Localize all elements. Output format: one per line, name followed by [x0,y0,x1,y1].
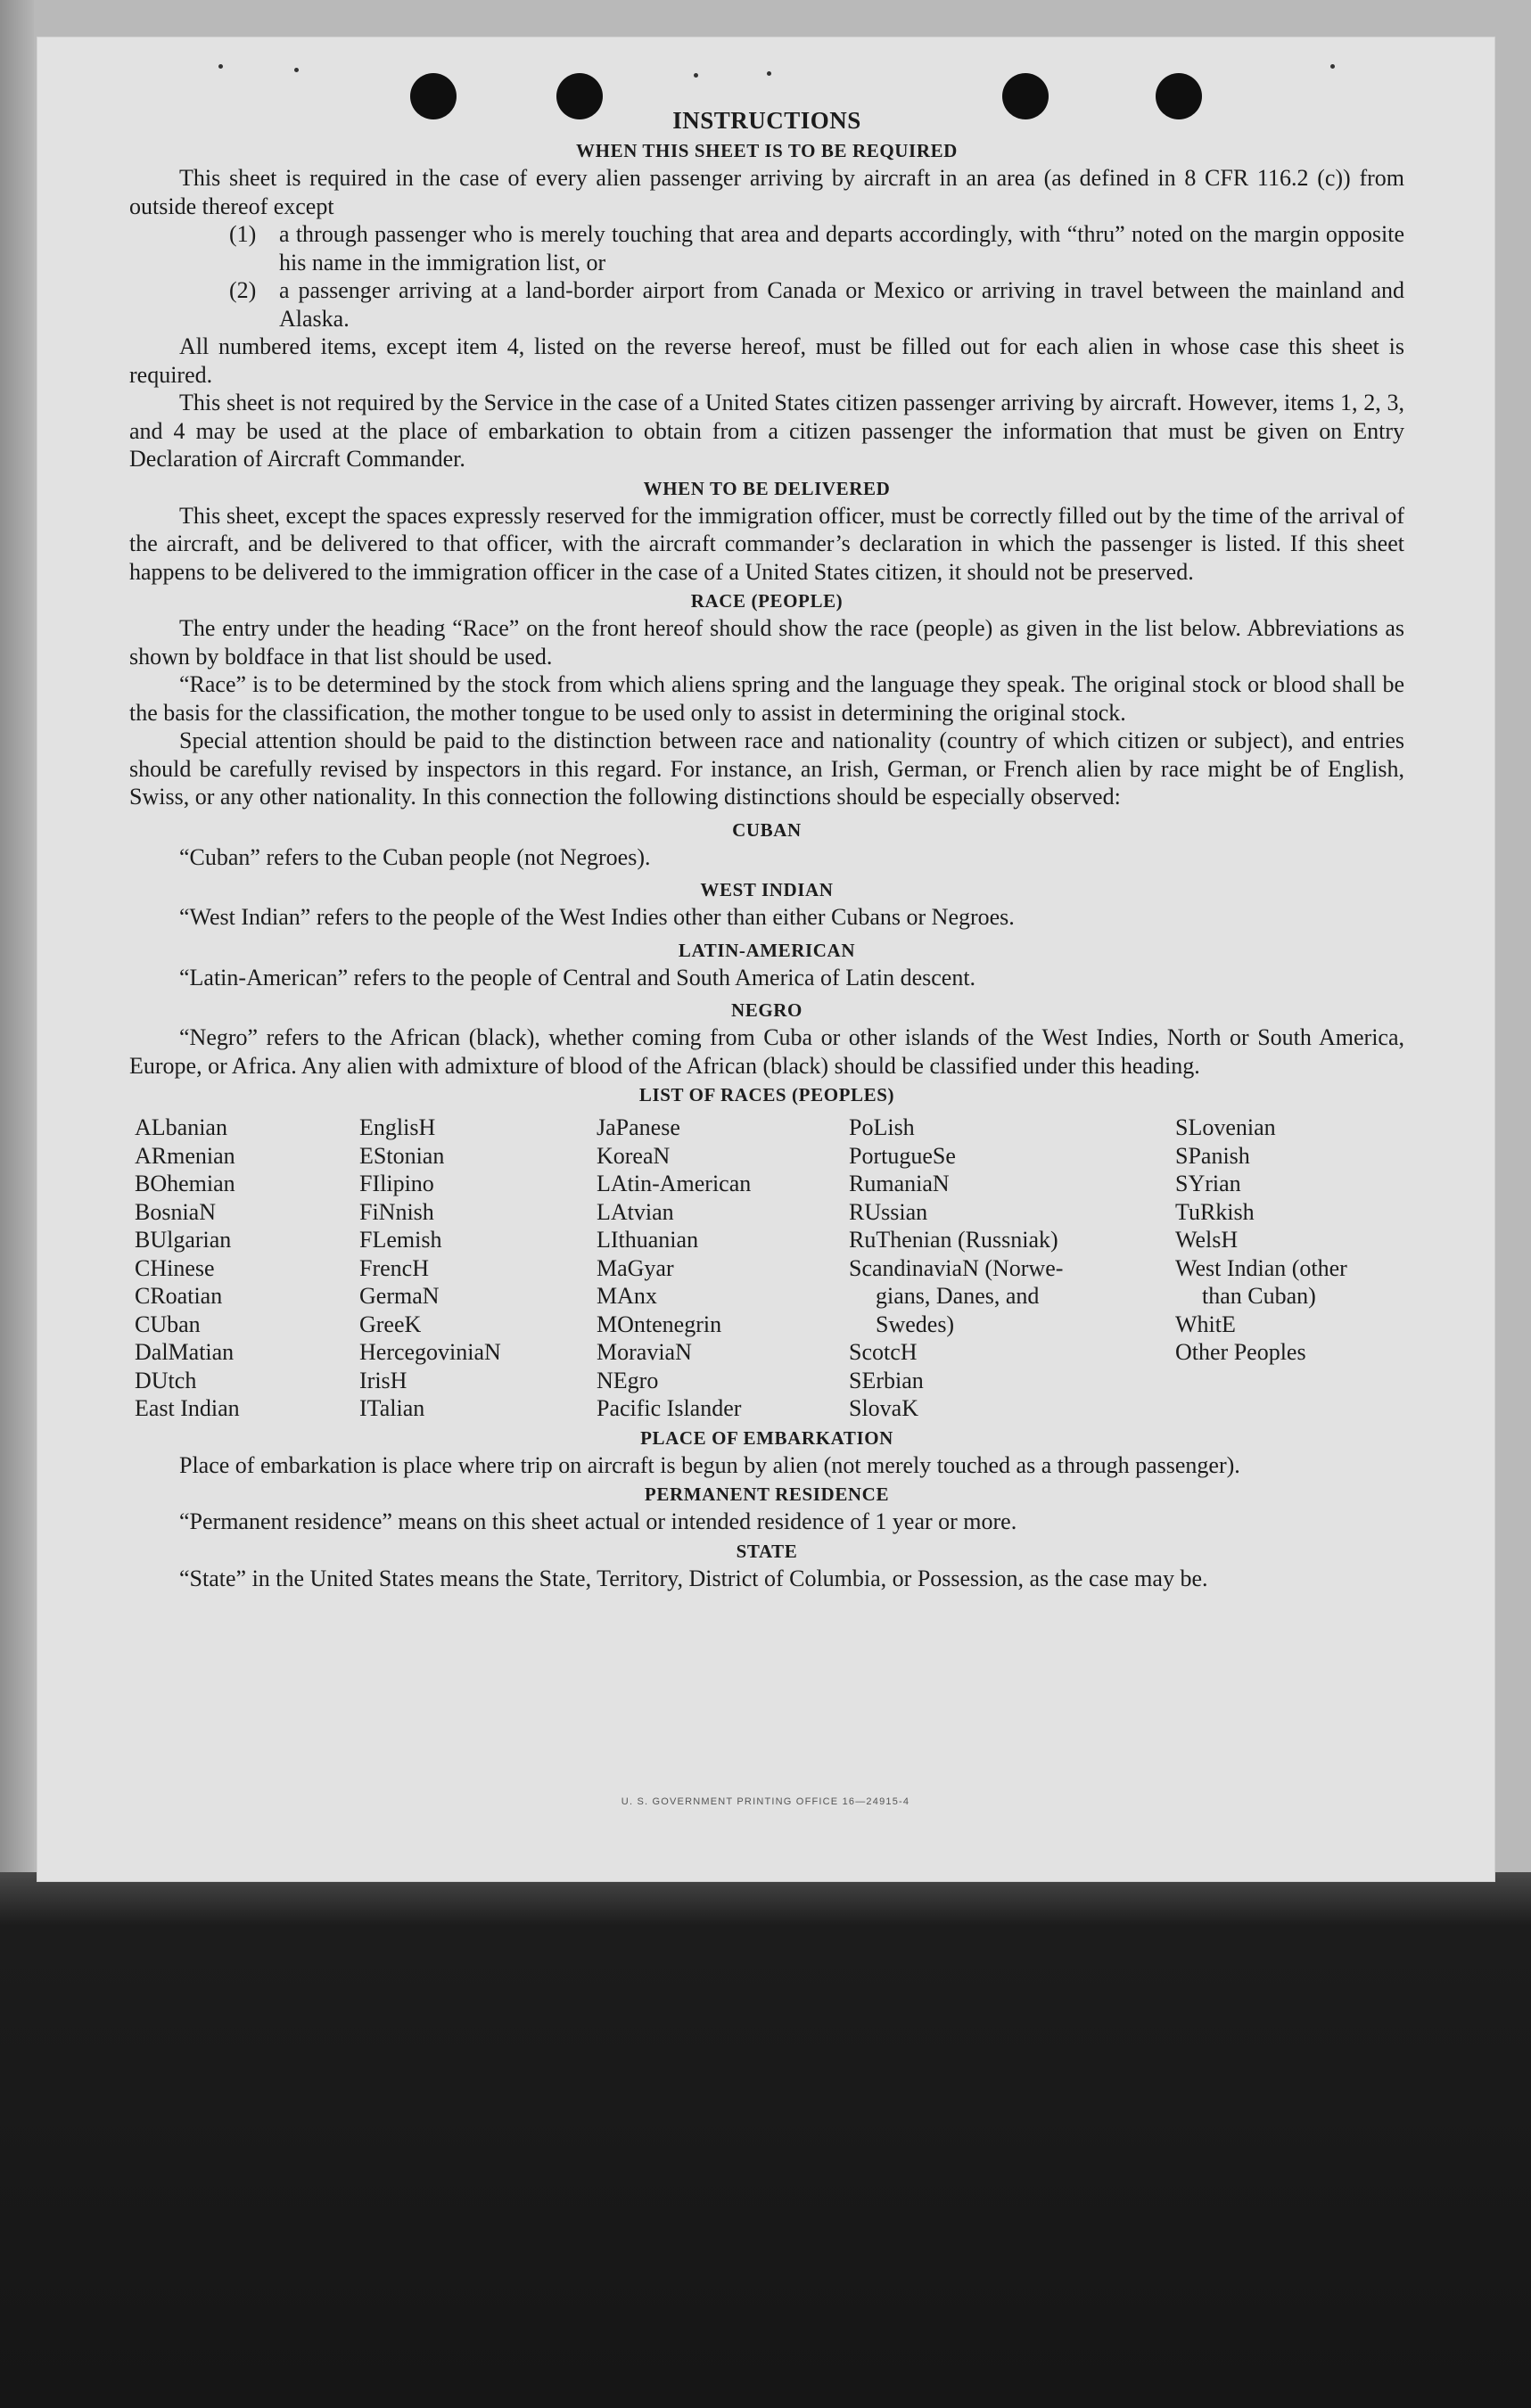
section-heading-cuban: CUBAN [732,818,802,841]
paragraph: This sheet is not required by the Service in the case of a United States citizen passenger arriving by aircraft. However, items 1, 2, 3, and 4 may be used at the place of embarkation to obtain from a citizen passenger the information that must be given on Entry Declaration of Aircraft Commander. [129,390,1404,472]
speck [767,71,771,76]
race-column [135,1114,359,1423]
paragraph: “Race” is to be determined by the stock from which aliens spring and the language they speak. The original stock or blood shall be the basis for the classification, the mother tongue to be used only to assist in determining the original stock. [129,671,1404,726]
speck [1330,64,1335,69]
race-entry: PoLish [849,1114,915,1140]
race-entry: HercegoviniaN [359,1339,501,1365]
race-entry: IrisH [359,1367,407,1393]
race-entry: NEgro [597,1367,659,1393]
race-entry: ITalian [359,1395,425,1421]
item-text: a passenger arriving at a land-border airport from Canada or Mexico or arriving in travel between the mainland and Alaska. [279,277,1404,332]
paragraph: The entry under the heading “Race” on the front hereof should show the race (people) as given in the list below. Abbreviations as shown by boldface in that list should be used. [129,615,1404,670]
race-entry: EStonian [359,1142,445,1169]
paragraph: All numbered items, except item 4, listed on the reverse hereof, must be filled out for each alien in whose case this sheet is required. [129,333,1404,388]
race-entry: FiNnish [359,1198,434,1225]
paragraph: This sheet is required in the case of every alien passenger arriving by aircraft in an area (as defined in 8 CFR 116.2 (c)) from outside thereof except [129,165,1404,219]
section-heading-when-delivered: WHEN TO BE DELIVERED [643,477,891,499]
paragraph: “Cuban” refers to the Cuban people (not Negroes). [179,843,651,870]
race-entry: ALbanian [135,1114,227,1140]
race-column [849,1114,1175,1423]
section-heading-list-of-races: LIST OF RACES (PEOPLES) [638,1084,895,1105]
race-entry: RuThenian (Russniak) [849,1227,1058,1253]
race-entry: ScotcH [849,1339,918,1365]
race-entry: FIlipino [359,1171,434,1196]
race-entry: BUlgarian [135,1227,232,1253]
scan-background [0,1872,1531,2408]
speck [694,73,698,78]
race-entry: CHinese [135,1254,215,1281]
race-entry: TuRkish [1175,1198,1255,1225]
race-entry: DalMatian [135,1339,235,1365]
section-heading-embarkation: PLACE OF EMBARKATION [640,1426,893,1449]
race-entry: ScandinaviaN (Norwe- [849,1254,1064,1281]
race-entry: EnglisH [359,1114,436,1140]
race-entry: Other Peoples [1175,1339,1306,1365]
race-entry: GermaN [359,1283,440,1309]
section-heading-race: RACE (PEOPLE) [690,590,844,612]
race-column [359,1114,597,1423]
race-entry: gians, Danes, and [876,1283,1040,1309]
paragraph: “Negro” refers to the African (black), whether coming from Cuba or other islands of the West Indies, North or South America, Europe, or Africa. Any alien with admixture of blood of the African (black) should be classified under this heading. [129,1024,1404,1079]
paragraph: “Permanent residence” means on this sheet actual or intended residence of 1 year or more. [179,1508,1017,1534]
race-entry: LIthuanian [597,1227,699,1253]
race-entry: LAtvian [597,1198,674,1225]
race-entry: FrencH [359,1254,429,1281]
section-heading-state: STATE [736,1540,798,1562]
race-column [1175,1114,1410,1423]
section-heading-latin-american: LATIN-AMERICAN [678,939,856,961]
race-entry: MoraviaN [597,1339,692,1365]
scan-left-edge [0,0,34,1872]
race-entry: SPanish [1175,1142,1250,1169]
race-list-table [135,1114,1404,1423]
race-entry: MOntenegrin [597,1311,722,1337]
race-entry: MAnx [597,1283,657,1309]
race-entry: CRoatian [135,1283,223,1309]
race-entry: SLovenian [1175,1114,1276,1140]
section-heading-west-indian: WEST INDIAN [700,879,834,900]
section-heading-negro: NEGRO [730,999,803,1021]
paragraph: “West Indian” refers to the people of the West Indies other than either Cubans or Negroes. [179,904,1015,930]
race-entry: SErbian [849,1367,924,1393]
race-entry: East Indian [135,1395,240,1421]
race-entry: CUban [135,1311,201,1337]
instructions-content [129,105,1404,1592]
race-entry: WelsH [1175,1227,1239,1253]
section-heading-permanent-residence: PERMANENT RESIDENCE [644,1483,890,1505]
race-entry: BosniaN [135,1198,216,1225]
numbered-item [229,220,1404,276]
race-entry: ARmenian [135,1142,235,1169]
race-entry: SYrian [1175,1171,1241,1196]
numbered-item [229,276,1404,333]
item-number: (2) [229,277,257,303]
paragraph: This sheet, except the spaces expressly reserved for the immigration officer, must be correctly filled out by the time of the arrival of the aircraft, and be delivered to that officer, with the aircraft commander’s declaration in which the passenger is listed. If this sheet happens to be delivered to the immigration officer in the case of a United States citizen, it should not be preserved. [129,502,1404,585]
race-entry: JaPanese [597,1114,680,1140]
race-entry: West Indian (other [1175,1254,1347,1281]
race-entry: DUtch [135,1367,197,1393]
paragraph: Special attention should be paid to the distinction between race and nationality (country of which citizen or subject), and entries should be carefully revised by inspectors in this regard. For instance, an Irish, German, or French alien by race might be of English, Swiss, or any other nationality. In this connection the following distinctions should be especially observed: [129,727,1404,810]
race-entry: GreeK [359,1311,422,1337]
paragraph: Place of embarkation is place where trip on aircraft is begun by alien (not merely touched as a through passenger). [179,1451,1240,1478]
race-entry: FLemish [359,1227,442,1253]
speck [294,68,299,72]
section-heading-when-required: WHEN THIS SHEET IS TO BE REQUIRED [576,140,958,161]
item-text: a through passenger who is merely touching that area and departs accordingly, with “thru” noted on the margin opposite his name in the immigration list, or [279,221,1404,275]
race-entry: RUssian [849,1198,928,1225]
speck [218,64,223,69]
paragraph: “State” in the United States means the State, Territory, District of Columbia, or Possession, as the case may be. [179,1565,1208,1591]
item-number: (1) [229,221,257,247]
race-entry: Pacific Islander [597,1395,742,1421]
race-entry: KoreaN [597,1142,671,1169]
race-entry: MaGyar [597,1254,674,1281]
race-entry: LAtin-American [597,1171,752,1196]
race-entry: RumaniaN [849,1171,950,1196]
race-entry: Swedes) [876,1311,955,1337]
race-entry: PortugueSe [849,1142,956,1169]
race-column [597,1114,849,1423]
race-entry: SlovaK [849,1395,918,1421]
race-entry: WhitE [1175,1311,1236,1337]
printing-office-imprint: U. S. GOVERNMENT PRINTING OFFICE 16—24915-4 [621,1796,910,1807]
race-entry: than Cuban) [1202,1283,1316,1309]
race-entry: BOhemian [135,1171,235,1196]
page-title: INSTRUCTIONS [672,107,861,134]
paragraph: “Latin-American” refers to the people of Central and South America of Latin descent. [179,964,976,990]
